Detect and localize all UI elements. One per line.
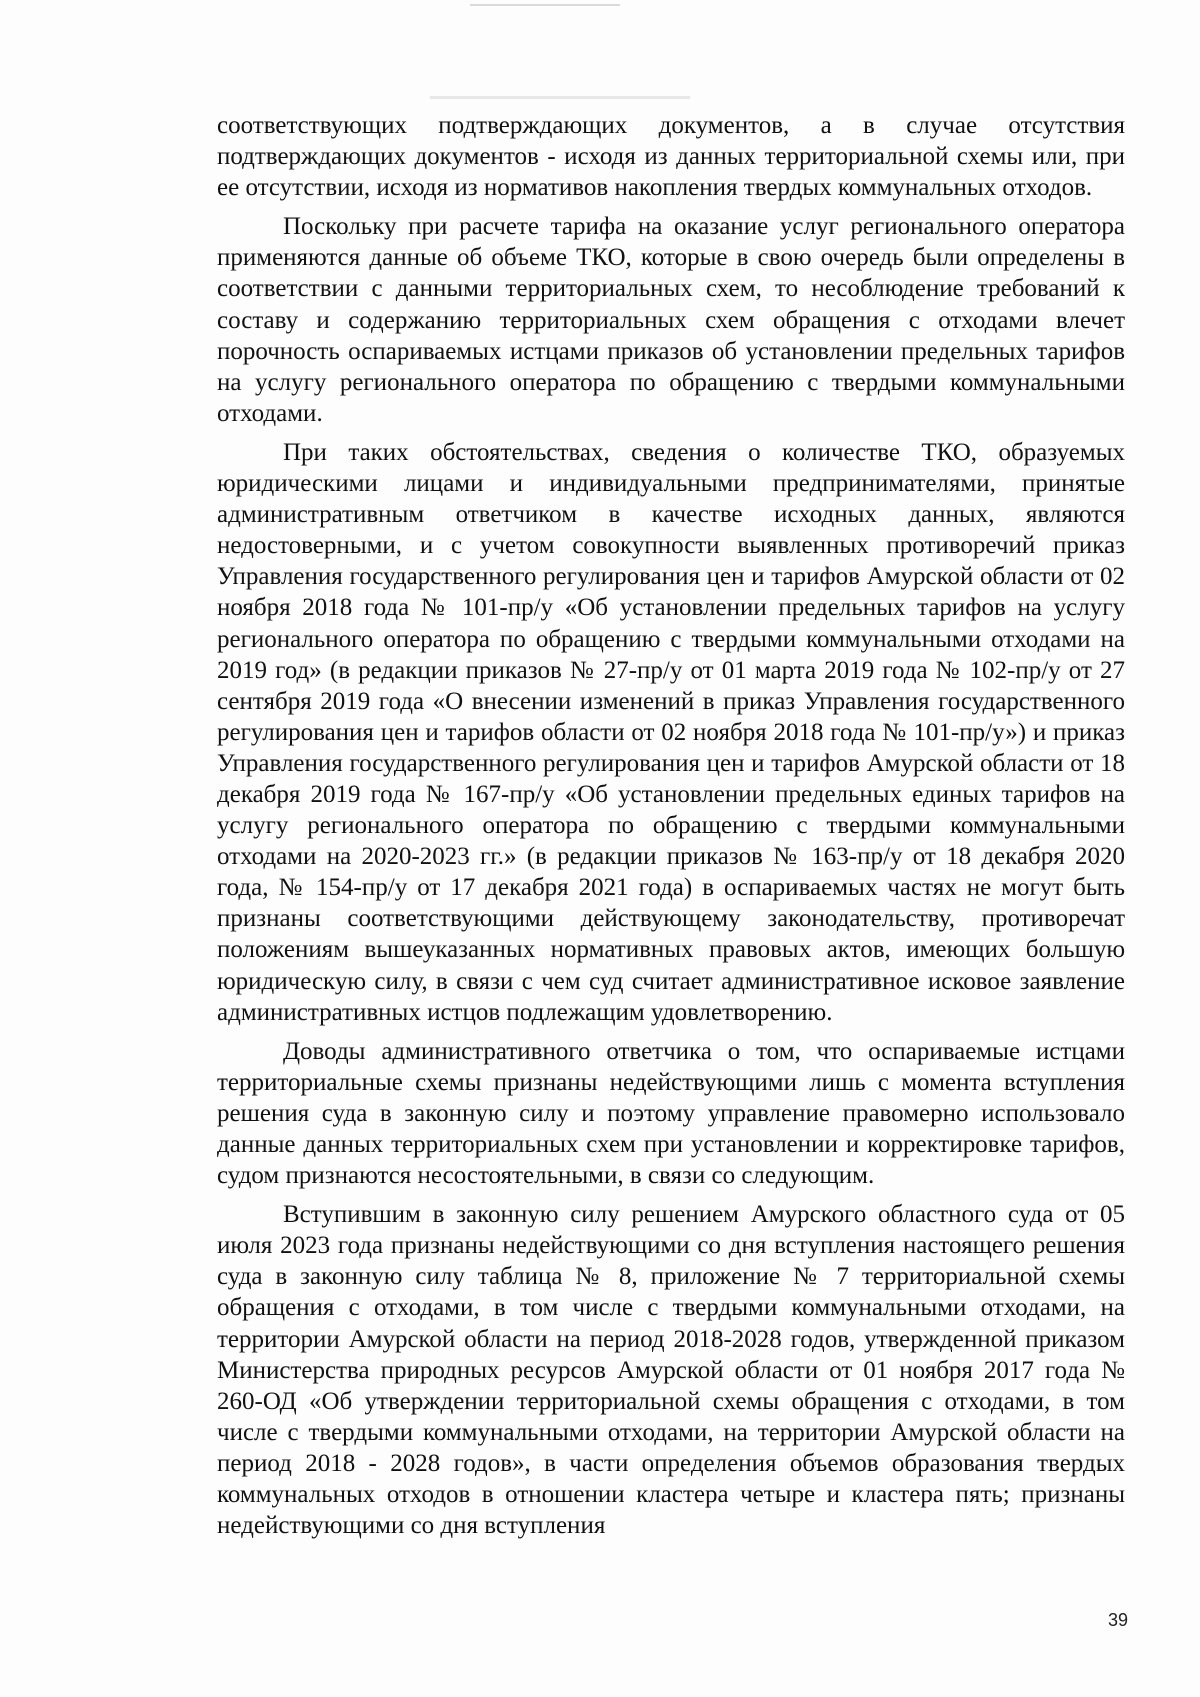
- document-body: [217, 110, 1125, 1541]
- paragraph-court-decision: Вступившим в законную силу решением Амурского областного суда от 05 июля 2023 года признаны недействующими со дня вступления настоящего решения суда в законную силу таблица № 8, приложение № 7 территориальной схемы обращения с отходами, в том числе с твердыми коммунальными отходами, на территории Амурской области на период 2018-2028 годов, утвержденной приказом Министерства природных ресурсов Амурской области от 01 ноября 2017 года № 260-ОД «Об утверждении территориальной схемы обращения с отходами, в том числе с твердыми коммунальными отходами, на территории Амурской области на период 2018 - 2028 годов», в части определения объемов образования твердых коммунальных отходов в отношении кластера четыре и кластера пять; признаны недействующими со дня вступления: [217, 1201, 1125, 1540]
- scan-artifact-header: [430, 96, 690, 99]
- paragraph-defendant-arguments: Доводы административного ответчика о том, что оспариваемые истцами территориальные схемы признаны недействующими лишь с момента вступления решения суда в законную силу и поэтому управление правомерно использовало данные данных территориальных схем при установлении и корректировке тарифов, судом признаются несостоятельными, в связи со следующим.: [217, 1037, 1125, 1190]
- paragraph-continuation: соответствующих подтверждающих документов, а в случае отсутствия подтверждающих документов - исходя из данных территориальной схемы или, при ее отсутствии, исходя из нормативов накопления твердых коммунальных отходов.: [217, 112, 1125, 202]
- paragraph-circumstances: При таких обстоятельствах, сведения о количестве ТКО, образуемых юридическими лицами и индивидуальными предпринимателями, принятые административным ответчиком в качестве исходных данных, являются недостоверными, и с учетом совокупности выявленных противоречий приказ Управления государственного регулирования цен и тарифов Амурской области от 02 ноября 2018 года № 101-пр/у «Об установлении предельных тарифов на услугу регионального оператора по обращению с твердыми коммунальными отходами на 2019 год» (в редакции приказов № 27-пр/у от 01 марта 2019 года № 102-пр/у от 27 сентября 2019 года «О внесении изменений в приказ Управления государственного регулирования цен и тарифов области от 02 ноября 2018 года № 101-пр/у») и приказ Управления государственного регулирования цен и тарифов Амурской области от 18 декабря 2019 года № 167-пр/у «Об установлении предельных единых тарифов на услугу регионального оператора по обращению с твердыми коммунальными отходами на 2020-2023 гг.» (в редакции приказов № 163-пр/у от 18 декабря 2020 года, № 154-пр/у от 17 декабря 2021 года) в оспариваемых частях не могут быть признаны соответствующими действующему законодательству, противоречат положениям вышеуказанных нормативных правовых актов, имеющих большую юридическую силу, в связи с чем суд считает административное исковое заявление административных истцов подлежащим удовлетворению.: [217, 438, 1125, 1026]
- paragraph-tariff-calculation: Поскольку при расчете тарифа на оказание услуг регионального оператора применяются данные об объеме ТКО, которые в свою очередь были определены в соответствии с данными территориальных схем, то несоблюдение требований к составу и содержанию территориальных схем обращения с отходами влечет порочность оспариваемых истцами приказов об установлении предельных тарифов на услугу регионального оператора по обращению с твердыми коммунальными отходами.: [217, 213, 1125, 427]
- page-number: 39: [1107, 1610, 1128, 1630]
- scan-artifact-top: [470, 4, 620, 6]
